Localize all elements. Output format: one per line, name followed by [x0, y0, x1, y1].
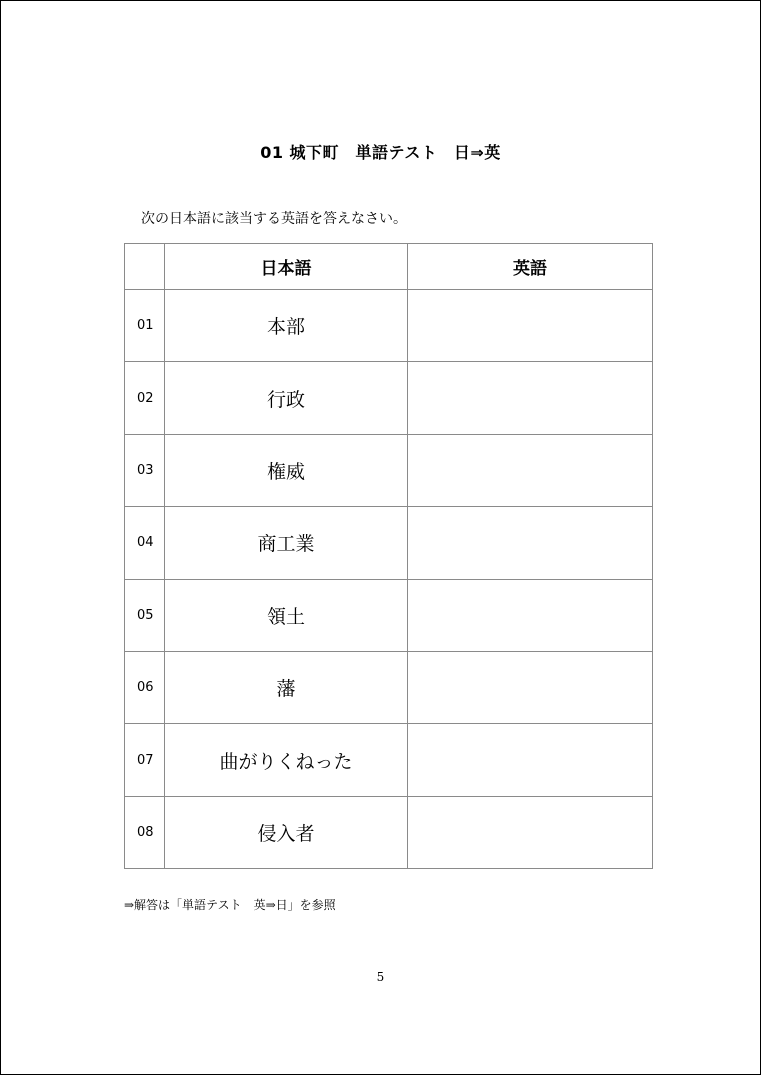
english-answer-cell[interactable] — [408, 434, 653, 506]
row-number: 03 — [125, 434, 165, 506]
table-row — [125, 796, 653, 868]
header-english: 英語 — [408, 244, 653, 290]
table-row — [125, 362, 653, 434]
row-number: 08 — [125, 796, 165, 868]
japanese-word: 権威 — [165, 434, 408, 506]
row-number: 05 — [125, 579, 165, 651]
english-answer-cell[interactable] — [408, 724, 653, 796]
page-title: 01 城下町 単語テスト 日⇒英 — [260, 143, 501, 162]
row-number: 01 — [125, 290, 165, 362]
english-answer-cell[interactable] — [408, 290, 653, 362]
page-number: 5 — [376, 970, 385, 984]
japanese-word: 商工業 — [165, 507, 408, 579]
row-number: 02 — [125, 362, 165, 434]
english-answer-cell[interactable] — [408, 579, 653, 651]
row-number: 06 — [125, 651, 165, 723]
table-row — [125, 724, 653, 796]
english-answer-cell[interactable] — [408, 651, 653, 723]
japanese-word: 侵入者 — [165, 796, 408, 868]
header-number — [125, 244, 165, 290]
table-row — [125, 579, 653, 651]
row-number: 04 — [125, 507, 165, 579]
header-japanese: 日本語 — [165, 244, 408, 290]
table-row — [125, 290, 653, 362]
vocabulary-table — [124, 243, 653, 869]
instruction-text: 次の日本語に該当する英語を答えなさい。 — [141, 211, 407, 227]
table-row — [125, 651, 653, 723]
japanese-word: 藩 — [165, 651, 408, 723]
table-row — [125, 434, 653, 506]
japanese-word: 本部 — [165, 290, 408, 362]
english-answer-cell[interactable] — [408, 796, 653, 868]
answer-reference-note: ⇒解答は「単語テスト 英⇒日」を参照 — [124, 898, 336, 912]
japanese-word: 行政 — [165, 362, 408, 434]
table-row — [125, 507, 653, 579]
japanese-word: 曲がりくねった — [165, 724, 408, 796]
english-answer-cell[interactable] — [408, 507, 653, 579]
row-number: 07 — [125, 724, 165, 796]
english-answer-cell[interactable] — [408, 362, 653, 434]
japanese-word: 領土 — [165, 579, 408, 651]
table-header-row — [125, 244, 653, 290]
